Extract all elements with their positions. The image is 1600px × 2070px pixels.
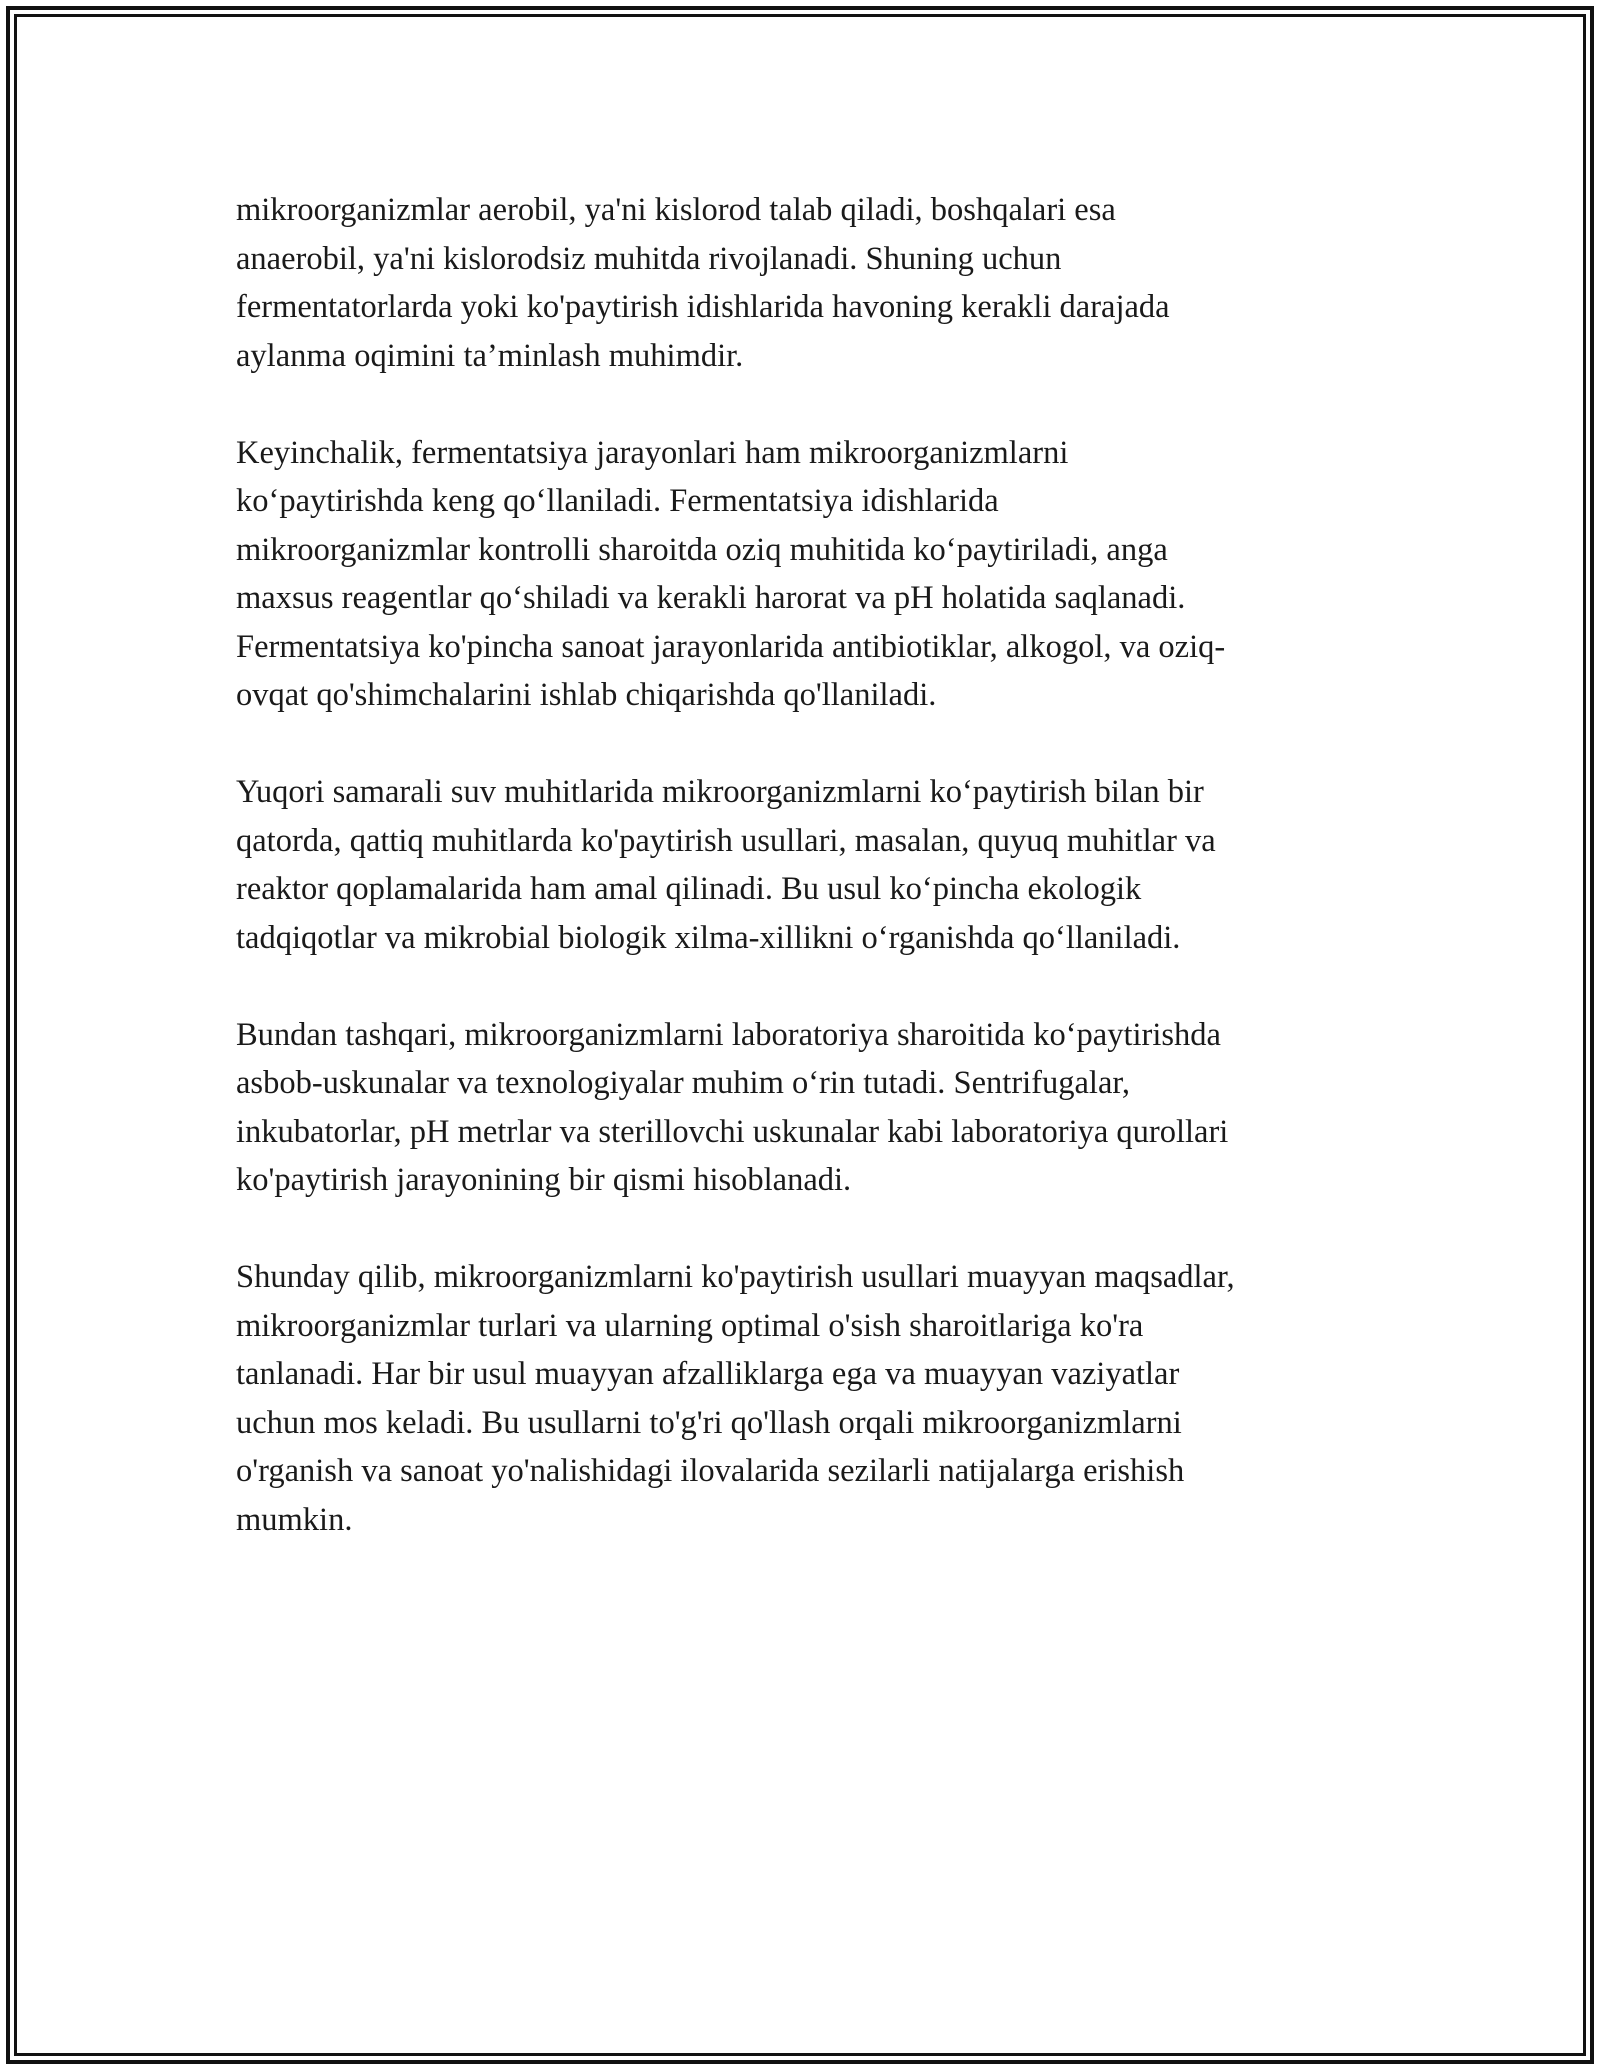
paragraph: Yuqori samarali suv muhitlarida mikroorganizmlarni ko‘paytirish bilan bir qatorda, qattiq muhitlarda ko'paytirish usullari, masalan, quyuq muhitlar va reaktor qoplamalarida ham amal qilinadi. Bu usul ko‘pincha ekologik tadqiqotlar va mikrobial biologik xilma-xillikni o‘rganishda qo‘llaniladi. <box>236 774 1216 956</box>
paragraph: Bundan tashqari, mikroorganizmlarni laboratoriya sharoitida ko‘paytirishda asbob-uskunalar va texnologiyalar muhim o‘rin tutadi. Sentrifugalar, inkubatorlar, pH metrlar va sterillovchi uskunalar kabi laboratoriya qurollari ko'paytirish jarayonining bir qismi hisoblanadi. <box>236 1016 1229 1198</box>
paragraph: Keyinchalik, fermentatsiya jarayonlari ham mikroorganizmlarni ko‘paytirishda keng qo‘llaniladi. Fermentatsiya idishlarida mikroorganizmlar kontrolli sharoitda oziq muhitida ko‘paytiriladi, anga maxsus reagentlar qo‘shiladi va kerakli harorat va pH holatida saqlanadi. Fermentatsiya ko'pincha sanoat jarayonlarida antibiotiklar, alkogol, va oziq- ovqat qo'shimchalarini ishlab chiqarishda qo'llaniladi. <box>236 434 1226 713</box>
paragraph: Shunday qilib, mikroorganizmlarni ko'paytirish usullari muayyan maqsadlar, mikroorganizmlar turlari va ularning optimal o'sish sharoitlariga ko'ra tanlanadi. Har bir usul muayyan afzalliklarga ega va muayyan vaziyatlar uchun mos keladi. Bu usullarni to'g'ri qo'llash orqali mikroorganizmlarni o'rganish va sanoat yo'nalishidagi ilovalarida sezilarli natijalarga erishish mumkin. <box>236 1259 1235 1538</box>
document-body <box>236 186 1366 1544</box>
paragraph: mikroorganizmlar aerobil, ya'ni kislorod talab qiladi, boshqalari esa anaerobil, ya'ni kislorodsiz muhitda rivojlanadi. Shuning uchun fermentatorlarda yoki ko'paytirish idishlarida havoning kerakli darajada aylanma oqimini ta’minlash muhimdir. <box>236 192 1170 374</box>
